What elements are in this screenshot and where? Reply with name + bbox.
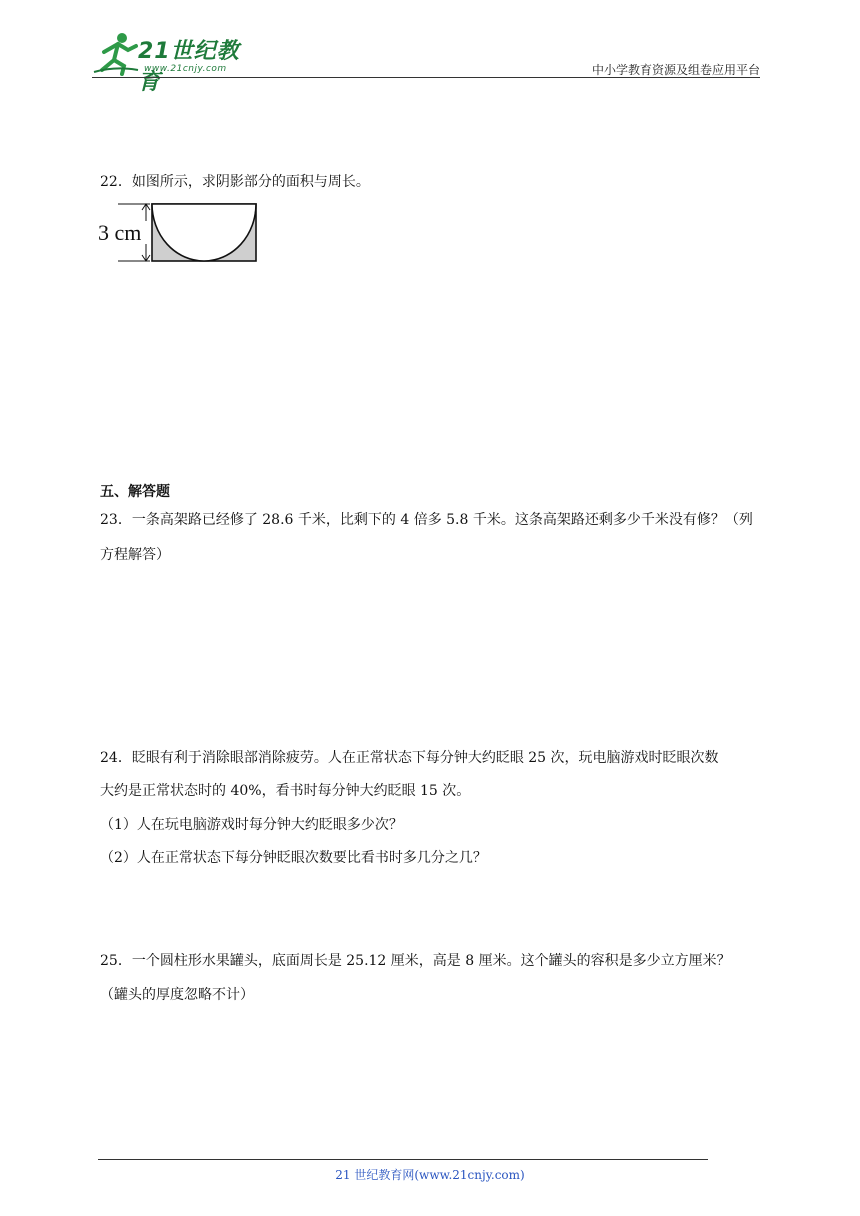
question-25-line2: （罐头的厚度忽略不计） bbox=[100, 987, 254, 1003]
q22-figure bbox=[96, 198, 266, 272]
question-24-line1: 24．眨眼有利于消除眼部消除疲劳。人在正常状态下每分钟大约眨眼 25 次，玩电脑游戏时眨眼次数 bbox=[100, 750, 719, 766]
question-25-line1: 25．一个圆柱形水果罐头，底面周长是 25.12 厘米，高是 8 厘米。这个罐头的容积是多少立方厘米？ bbox=[100, 953, 731, 969]
runner-logo-icon bbox=[92, 30, 140, 76]
logo-text: 21世纪教育 bbox=[138, 39, 240, 95]
logo-url: www.21cnjy.com bbox=[144, 64, 227, 74]
footer-divider bbox=[98, 1159, 708, 1160]
section-title: 五、解答题 bbox=[100, 484, 170, 500]
question-22: 22．如图所示，求阴影部分的面积与周长。 bbox=[100, 174, 370, 190]
question-23-line1: 23．一条高架路已经修了 28.6 千米，比剩下的 4 倍多 5.8 千米。这条高架路还剩多少千米没有修？（列 bbox=[100, 512, 753, 528]
site-logo bbox=[92, 30, 262, 95]
question-24-sub2: （2）人在正常状态下每分钟眨眼次数要比看书时多几分之几？ bbox=[100, 850, 487, 866]
platform-name: 中小学教育资源及组卷应用平台 bbox=[591, 63, 760, 77]
page-header bbox=[92, 30, 760, 95]
shaded-semicircle-diagram bbox=[96, 198, 266, 268]
question-23-line2: 方程解答） bbox=[100, 547, 170, 563]
question-24-sub1: （1）人在玩电脑游戏时每分钟大约眨眼多少次？ bbox=[100, 817, 403, 833]
footer-link[interactable]: 21 世纪教育网(www.21cnjy.com) bbox=[335, 1168, 525, 1182]
header-divider bbox=[92, 77, 760, 78]
dimension-label: 3 cm bbox=[98, 220, 142, 245]
question-24-line2: 大约是正常状态时的 40%，看书时每分钟大约眨眼 15 次。 bbox=[100, 783, 471, 799]
